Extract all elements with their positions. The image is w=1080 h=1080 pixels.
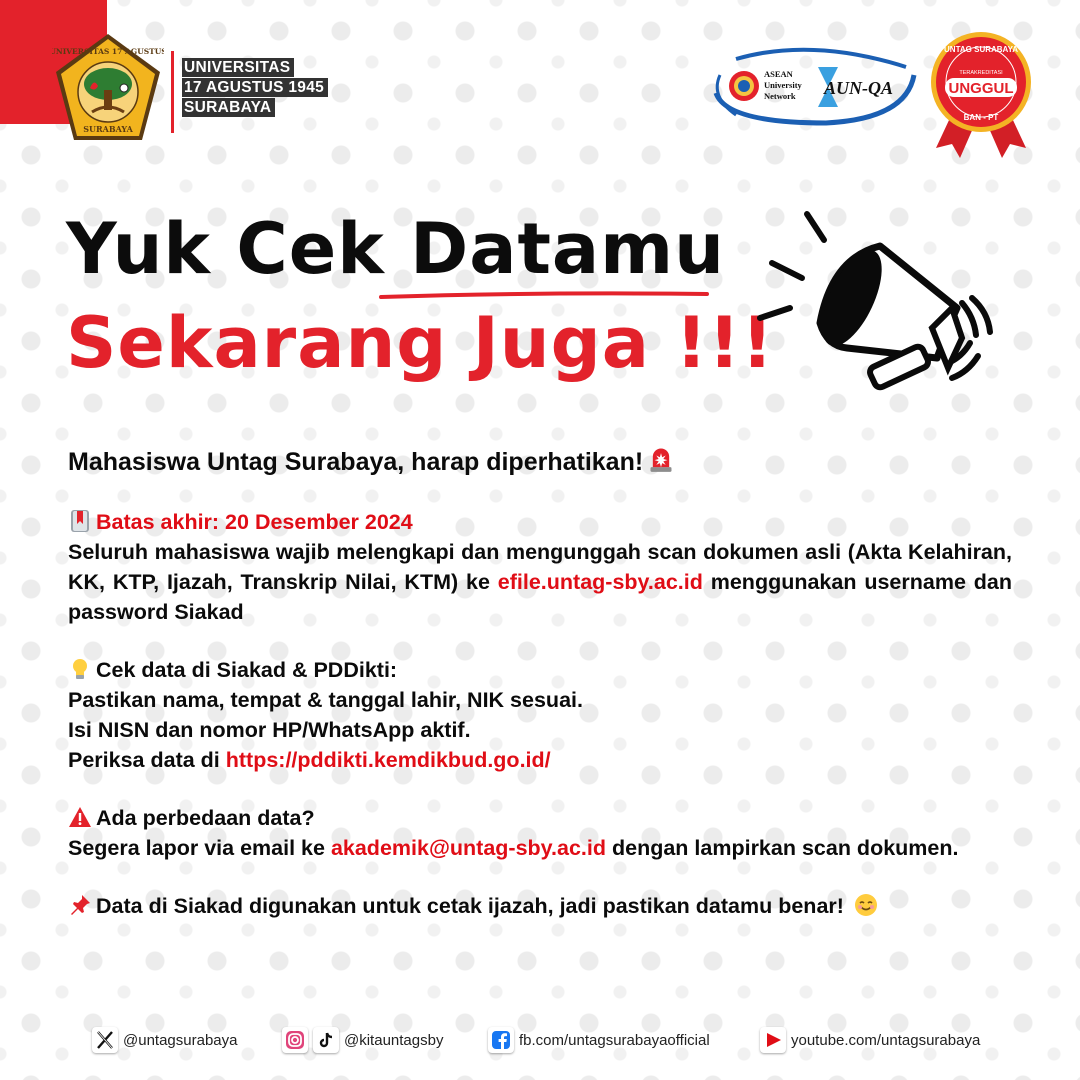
light-bulb-icon [68,657,92,681]
svg-text:TERAKREDITASI: TERAKREDITASI [959,70,1003,76]
headline-line-2: Sekarang Juga !!! [66,302,775,384]
check-title: Cek data di Siakad & PDDikti: [68,655,1012,685]
institution-name [182,58,328,118]
check-section [68,655,1012,775]
pushpin-icon [68,893,92,917]
megaphone-icon [752,208,1002,398]
police-light-icon [647,445,675,473]
red-underline [379,291,709,299]
announcement [68,445,1012,921]
institution-line: UNIVERSITAS [182,58,294,77]
warning-icon [68,805,92,829]
headline [66,205,774,385]
email-link[interactable]: akademik@untag-sby.ac.id [330,836,607,860]
university-crest-icon [52,32,164,146]
efile-link[interactable]: efile.untag-sby.ac.id [497,570,703,594]
tiktok-icon [313,1027,339,1053]
svg-text:BAN - PT: BAN - PT [963,113,999,122]
institution-line: SURABAYA [182,98,275,117]
svg-text:Network: Network [764,91,796,101]
intro-text: Mahasiswa Untag Surabaya, harap diperhatikan! [68,448,644,476]
discrepancy-section [68,803,1012,863]
svg-text:UNIVERSITAS 17 AGUSTUS: UNIVERSITAS 17 AGUSTUS [52,47,164,56]
pddikti-link[interactable]: https://pddikti.kemdikbud.go.id/ [225,748,551,772]
deadline-text: Seluruh mahasiswa wajib melengkapi dan mengunggah scan dokumen asli (Akta Kelahiran, KK, KTP, Ijazah, Transkrip Nilai, KTM) ke efile.untag-sby.ac.id menggunakan username dan password Siakad [68,540,1012,624]
asean-aun-qa-logo [706,45,918,127]
check-line: Isi NISN dan nomor HP/WhatsApp aktif. [68,718,471,742]
headline-line-1 [66,205,774,293]
check-line: Periksa data di https://pddikti.kemdikbud.go.id/ [68,748,551,772]
social-facebook[interactable]: fb.com/untagsurabayaofficial [488,1025,710,1055]
svg-text:UNGGUL: UNGGUL [948,80,1014,97]
facebook-icon [488,1027,514,1053]
social-youtube[interactable]: youtube.com/untagsurabaya [760,1025,980,1055]
discrepancy-title: Ada perbedaan data? [68,803,1012,833]
logo-divider [171,51,174,133]
bookmark-icon [68,509,92,533]
headline-highlight: Datamu [410,208,725,290]
social-instagram-tiktok[interactable]: @kitauntagsby [282,1025,443,1055]
social-footer [92,1025,1012,1055]
institution-line: 17 AGUSTUS 1945 [182,78,328,97]
svg-text:ASEAN: ASEAN [764,69,793,79]
svg-text:UNTAG SURABAYA: UNTAG SURABAYA [944,45,1018,54]
svg-text:SURABAYA: SURABAYA [83,124,133,134]
headline-prefix: Yuk Cek [66,208,411,290]
accreditation-badge-icon [926,30,1036,165]
smiling-face-icon [854,893,878,917]
deadline-title: Batas akhir: 20 Desember 2024 [68,507,1012,537]
announcement-intro [68,445,1012,479]
closing-note: Data di Siakad digunakan untuk cetak ijazah, jadi pastikan datamu benar! [68,891,1012,921]
social-x[interactable]: @untagsurabaya [92,1025,237,1055]
discrepancy-text: Segera lapor via email ke akademik@untag-sby.ac.id dengan lampirkan scan dokumen. [68,836,959,860]
deadline-section [68,507,1012,627]
check-line: Pastikan nama, tempat & tanggal lahir, NIK sesuai. [68,688,583,712]
x-icon [92,1027,118,1053]
svg-text:University: University [764,80,802,90]
svg-text:AUN-QA: AUN-QA [824,78,894,98]
youtube-icon [760,1027,786,1053]
instagram-icon [282,1027,308,1053]
